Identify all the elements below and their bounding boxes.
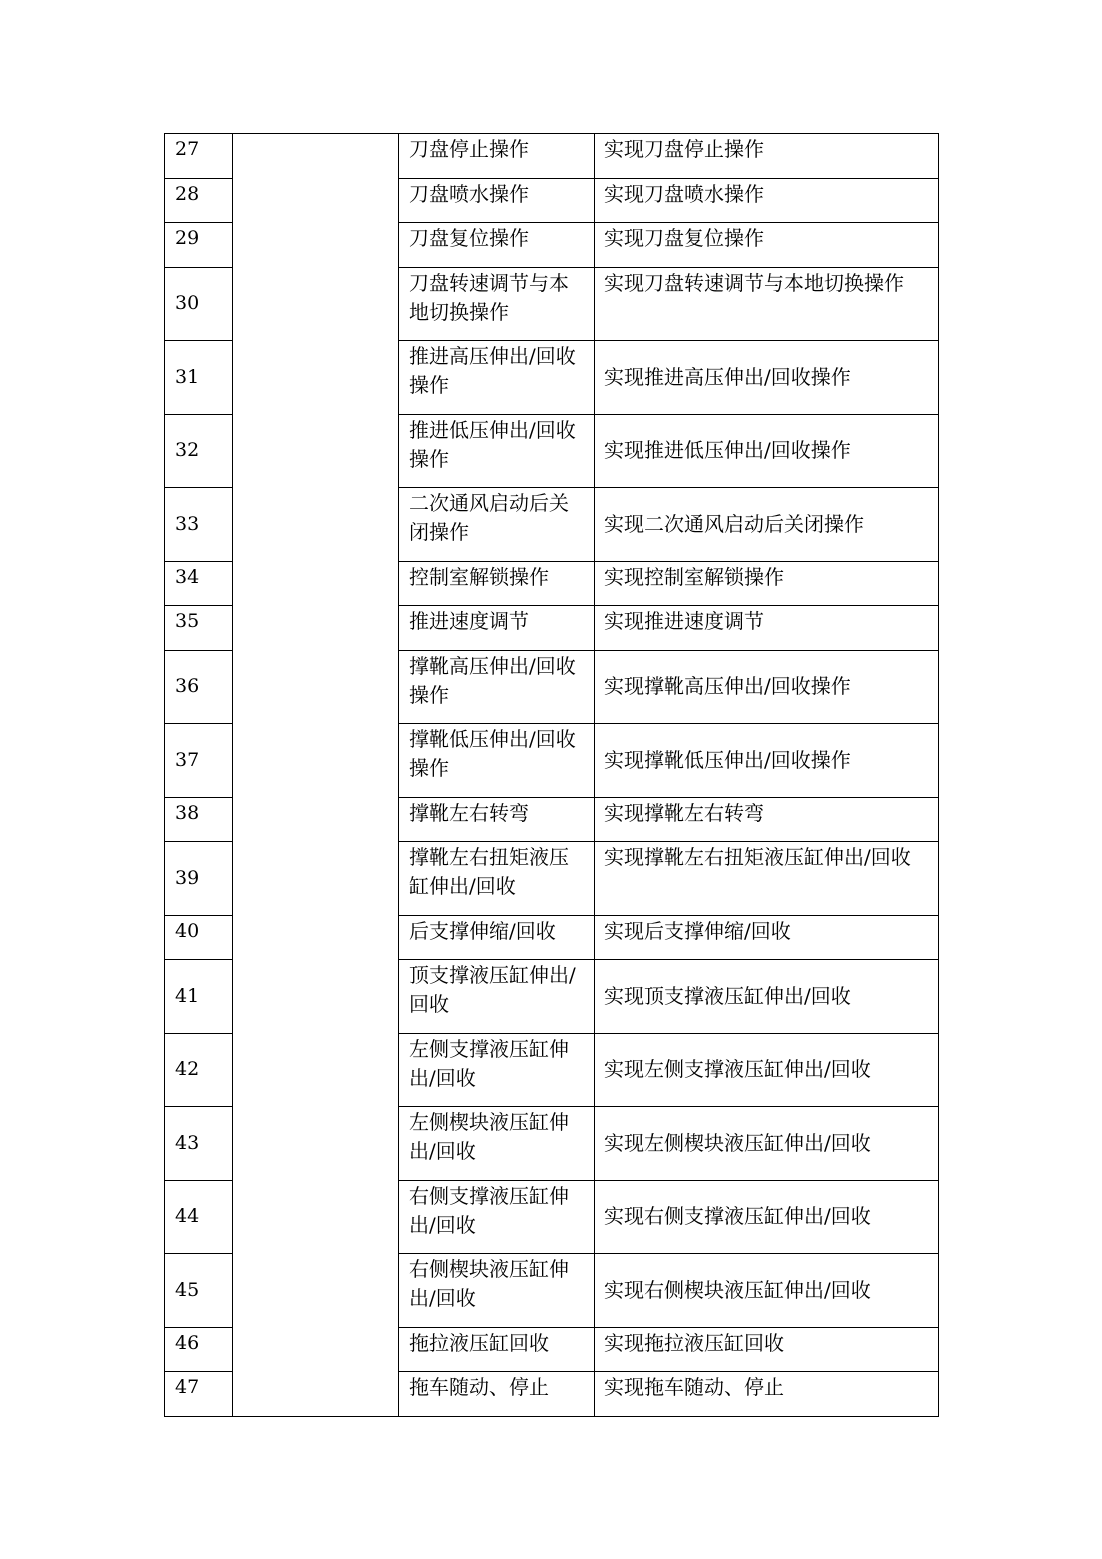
function-name: 拖拉液压缸回收 xyxy=(399,1327,595,1372)
function-name: 顶支撑液压缸伸出/回收 xyxy=(399,960,595,1034)
function-name: 刀盘转速调节与本地切换操作 xyxy=(399,267,595,341)
row-number: 41 xyxy=(165,960,233,1034)
row-number: 43 xyxy=(165,1107,233,1181)
function-description: 实现后支撑伸缩/回收 xyxy=(595,915,939,960)
row-number: 28 xyxy=(165,178,233,223)
row-number: 27 xyxy=(165,134,233,179)
function-name: 右侧支撑液压缸伸出/回收 xyxy=(399,1180,595,1254)
row-number: 45 xyxy=(165,1254,233,1328)
function-description: 实现推进高压伸出/回收操作 xyxy=(595,341,939,415)
function-description: 实现撑靴低压伸出/回收操作 xyxy=(595,724,939,798)
function-name: 撑靴高压伸出/回收操作 xyxy=(399,650,595,724)
row-number: 29 xyxy=(165,223,233,268)
function-description: 实现推进低压伸出/回收操作 xyxy=(595,414,939,488)
function-description: 实现右侧支撑液压缸伸出/回收 xyxy=(595,1180,939,1254)
function-description: 实现刀盘停止操作 xyxy=(595,134,939,179)
function-name: 推进高压伸出/回收操作 xyxy=(399,341,595,415)
row-number: 46 xyxy=(165,1327,233,1372)
function-description: 实现右侧楔块液压缸伸出/回收 xyxy=(595,1254,939,1328)
row-number: 31 xyxy=(165,341,233,415)
function-name: 左侧楔块液压缸伸出/回收 xyxy=(399,1107,595,1181)
row-number: 34 xyxy=(165,561,233,606)
function-description: 实现拖拉液压缸回收 xyxy=(595,1327,939,1372)
row-number: 30 xyxy=(165,267,233,341)
function-name: 拖车随动、停止 xyxy=(399,1372,595,1417)
function-description: 实现推进速度调节 xyxy=(595,606,939,651)
table-body xyxy=(165,134,939,1417)
category-cell xyxy=(233,134,399,1417)
row-number: 44 xyxy=(165,1180,233,1254)
row-number: 40 xyxy=(165,915,233,960)
row-number: 42 xyxy=(165,1033,233,1107)
function-description: 实现刀盘转速调节与本地切换操作 xyxy=(595,267,939,341)
row-number: 36 xyxy=(165,650,233,724)
function-name: 二次通风启动后关闭操作 xyxy=(399,488,595,562)
function-name: 推进速度调节 xyxy=(399,606,595,651)
function-name: 推进低压伸出/回收操作 xyxy=(399,414,595,488)
function-name: 右侧楔块液压缸伸出/回收 xyxy=(399,1254,595,1328)
function-description: 实现拖车随动、停止 xyxy=(595,1372,939,1417)
function-name: 撑靴左右转弯 xyxy=(399,797,595,842)
function-name: 后支撑伸缩/回收 xyxy=(399,915,595,960)
function-name: 控制室解锁操作 xyxy=(399,561,595,606)
table-row xyxy=(165,134,939,179)
function-name: 刀盘喷水操作 xyxy=(399,178,595,223)
function-description: 实现二次通风启动后关闭操作 xyxy=(595,488,939,562)
function-name: 刀盘停止操作 xyxy=(399,134,595,179)
function-description: 实现撑靴左右转弯 xyxy=(595,797,939,842)
function-name: 左侧支撑液压缸伸出/回收 xyxy=(399,1033,595,1107)
function-description: 实现左侧支撑液压缸伸出/回收 xyxy=(595,1033,939,1107)
function-description: 实现刀盘喷水操作 xyxy=(595,178,939,223)
function-description: 实现刀盘复位操作 xyxy=(595,223,939,268)
function-description: 实现撑靴高压伸出/回收操作 xyxy=(595,650,939,724)
row-number: 33 xyxy=(165,488,233,562)
function-description: 实现左侧楔块液压缸伸出/回收 xyxy=(595,1107,939,1181)
function-name: 撑靴低压伸出/回收操作 xyxy=(399,724,595,798)
row-number: 32 xyxy=(165,414,233,488)
function-table xyxy=(164,133,939,1417)
row-number: 38 xyxy=(165,797,233,842)
function-description: 实现撑靴左右扭矩液压缸伸出/回收 xyxy=(595,842,939,916)
function-description: 实现顶支撑液压缸伸出/回收 xyxy=(595,960,939,1034)
function-name: 撑靴左右扭矩液压缸伸出/回收 xyxy=(399,842,595,916)
row-number: 37 xyxy=(165,724,233,798)
function-name: 刀盘复位操作 xyxy=(399,223,595,268)
function-description: 实现控制室解锁操作 xyxy=(595,561,939,606)
row-number: 35 xyxy=(165,606,233,651)
row-number: 47 xyxy=(165,1372,233,1417)
row-number: 39 xyxy=(165,842,233,916)
